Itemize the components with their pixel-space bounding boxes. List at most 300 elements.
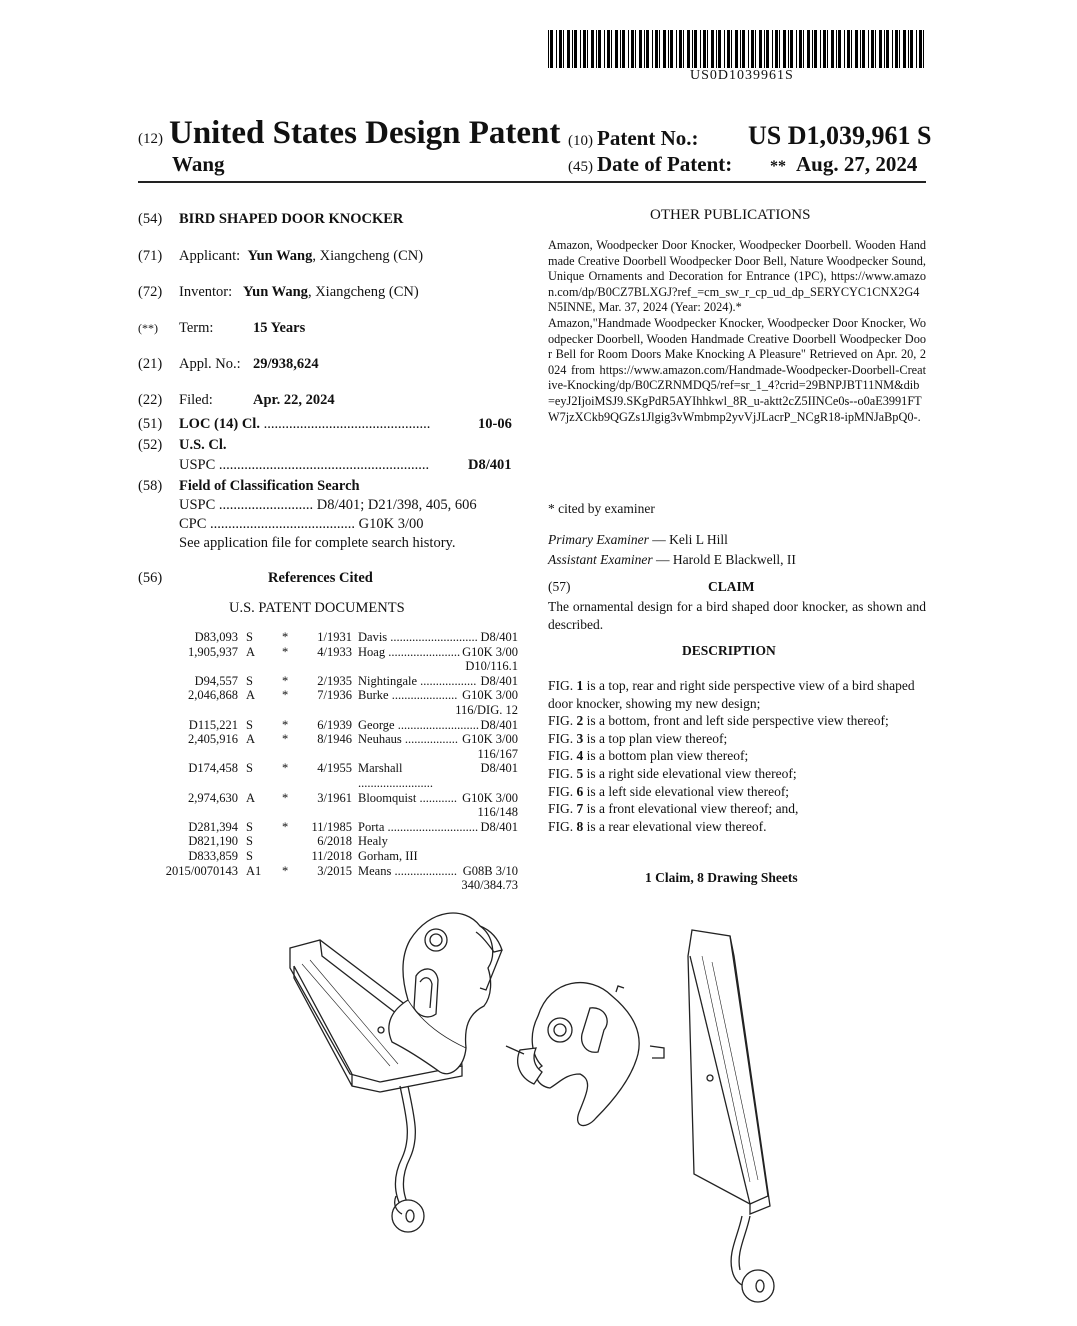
barcode-bar (548, 30, 549, 68)
figure-description (548, 677, 926, 712)
barcode-bar (783, 30, 786, 68)
filed-label: Filed: (179, 392, 213, 408)
reference-number: D833,859 (188, 848, 238, 863)
barcode-bar (694, 30, 697, 68)
figure-description (548, 783, 926, 801)
reference-name-cell (358, 834, 518, 849)
claim-text: The ornamental design for a bird shaped door knocker, as shown and described. (548, 599, 926, 632)
barcode-bar (844, 30, 845, 68)
barcode-bar (559, 30, 562, 68)
reference-name-cell (358, 864, 463, 879)
barcode-bar (919, 30, 922, 68)
reference-class-continued: 116/DIG. 12 (455, 702, 518, 717)
code-45: (45) (568, 159, 593, 175)
barcode-bar (635, 30, 636, 68)
applicant-location: , Xiangcheng (CN) (312, 248, 424, 264)
barcode-bar (683, 30, 684, 68)
reference-name: George (358, 717, 395, 732)
applicant-field (179, 247, 423, 265)
reference-name-cell (358, 674, 481, 689)
figure-number: 5 (576, 765, 584, 781)
figure-number: 1 (576, 678, 584, 693)
figure-prefix: FIG. (548, 748, 577, 764)
reference-cited-mark: * (282, 688, 289, 703)
code-57: (57) (548, 579, 571, 594)
figure-description (548, 747, 926, 765)
patent-no-label (568, 126, 698, 151)
barcode-bar (847, 30, 850, 68)
code-22: (22) (138, 392, 163, 408)
barcode-bar (899, 30, 900, 68)
reference-name-cell (358, 630, 481, 645)
publication-1: Amazon, Woodpecker Door Knocker, Woodpecker Doorbell. Wooden Handmade Creative Doorbell Woodpecker Door Bell, Nature Woodpecker Sound, Unique Ornaments and Decoration for Entrance (1PC), https://www.amazon.com/dp/B0CZ7BLXGJ?ref_=cm_sw_r_cp_ud_dp_SERYCYC1CNX2G4N5INNE, Mar. 37, 2024 (Year: 2024).* (548, 238, 926, 315)
reference-class: G10K 3/00 (462, 644, 518, 659)
barcode-bar (748, 30, 749, 68)
reference-name: Neuhaus (358, 732, 402, 747)
reference-cited-mark: * (282, 819, 289, 834)
barcode-bar (591, 30, 594, 68)
barcode-bar (910, 30, 913, 68)
reference-class: G10K 3/00 (462, 732, 518, 747)
barcode-bar (550, 30, 553, 68)
barcode-bar (855, 30, 858, 68)
reference-name: Marshall (358, 761, 403, 776)
barcode (548, 30, 928, 68)
barcode-bar (567, 30, 570, 68)
barcode-bar (639, 30, 642, 68)
barcode-bar (628, 30, 629, 68)
figure-prefix: FIG. (548, 730, 577, 746)
barcode-bar (879, 30, 882, 68)
reference-number: 2,046,868 (188, 688, 238, 703)
us-class-label: U.S. Cl. (179, 437, 227, 453)
reference-name-cell (358, 791, 462, 806)
reference-name-cell (358, 718, 481, 733)
reference-row (140, 820, 518, 835)
figure-text: is a right side elevational view thereof; (583, 765, 797, 781)
inventor-label: Inventor: (179, 284, 233, 300)
barcode-bar (663, 30, 666, 68)
figure-prefix: FIG. (548, 783, 577, 799)
reference-class: D8/401 (480, 630, 518, 644)
reference-class: D8/401 (480, 761, 518, 776)
reference-cited-mark: * (282, 644, 289, 659)
barcode-bar (692, 30, 693, 68)
reference-number: 1,905,937 (188, 644, 238, 659)
reference-kind: A (246, 688, 256, 703)
reference-dots: ............................. (384, 819, 479, 834)
reference-cited-mark: * (282, 732, 289, 747)
figure-prefix: FIG. (548, 818, 577, 834)
reference-number: 2,974,630 (188, 790, 238, 805)
other-publications (548, 238, 926, 425)
reference-date: 11/2018 (311, 848, 352, 863)
reference-date: 6/1939 (317, 717, 352, 732)
reference-name: Bloomquist (358, 790, 417, 805)
primary-examiner-name: — Keli L Hill (648, 532, 728, 547)
figure-text: is a rear elevational view thereof. (583, 818, 767, 834)
reference-name: Means (358, 863, 392, 878)
reference-class-continued: 340/384.73 (461, 878, 518, 893)
reference-dots: ..................... (388, 688, 458, 703)
barcode-bar (775, 30, 778, 68)
code-71: (71) (138, 248, 163, 264)
barcode-bar (646, 30, 649, 68)
barcode-bar (895, 30, 898, 68)
barcode-bar (759, 30, 762, 68)
barcode-bar (814, 30, 817, 68)
barcode-bar (892, 30, 893, 68)
reference-name: Davis (358, 630, 388, 644)
barcode-bar (740, 30, 741, 68)
barcode-bar (871, 30, 874, 68)
uspc-label: USPC (179, 457, 216, 473)
reference-kind: S (246, 761, 253, 776)
barcode-bar (611, 30, 612, 68)
cited-by-examiner: * cited by examiner (548, 501, 655, 516)
reference-kind: S (246, 673, 253, 688)
reference-dots: .......................... (394, 717, 479, 732)
reference-cited-mark: * (282, 761, 289, 776)
barcode-bar (670, 30, 673, 68)
date-label-text: Date of Patent: (597, 152, 733, 176)
barcode-bar (572, 30, 573, 68)
loc-dots: .............................................. (259, 416, 431, 432)
barcode-bar (755, 30, 756, 68)
header-rule (138, 181, 926, 183)
figure-description (548, 712, 926, 730)
code-58: (58) (138, 478, 163, 494)
barcode-bar (607, 30, 610, 68)
reference-name-cell (358, 688, 462, 703)
reference-row (140, 834, 518, 849)
reference-name-cell (358, 732, 462, 747)
reference-row (140, 791, 518, 806)
title-field: BIRD SHAPED DOOR KNOCKER (179, 211, 404, 227)
reference-class: G08B 3/10 (462, 863, 518, 878)
reference-date: 3/1961 (317, 790, 352, 805)
reference-number: D281,394 (188, 819, 238, 834)
reference-row (140, 761, 518, 790)
code-21: (21) (138, 356, 163, 372)
barcode-bar (707, 30, 708, 68)
applicant-name: Yun Wang (247, 248, 313, 264)
figure-description (548, 800, 926, 818)
figure-number: 4 (576, 748, 584, 764)
barcode-bar (884, 30, 885, 68)
barcode-bar (598, 30, 601, 68)
barcode-bar (807, 30, 810, 68)
document-title (138, 115, 560, 152)
barcode-bar (724, 30, 725, 68)
reference-name: Porta (358, 819, 385, 834)
reference-row (140, 630, 518, 645)
reference-number: D821,190 (188, 834, 238, 849)
reference-cited-mark: * (282, 673, 289, 688)
barcode-bar (718, 30, 721, 68)
document-title-text: United States Design Patent (169, 115, 561, 151)
barcode-bar (659, 30, 660, 68)
barcode-bar (700, 30, 701, 68)
applicant-label: Applicant: (179, 248, 241, 264)
claim-heading: CLAIM (708, 579, 755, 594)
barcode-bar (799, 30, 802, 68)
barcode-bar (716, 30, 717, 68)
figure-text: is a left side elevational view thereof; (583, 783, 790, 799)
publication-2: Amazon,"Handmade Woodpecker Knocker, Woodpecker Door Knocker, Woodpecker Doorbell, Wooden Handmade Creative Doorbell Woodpecker Door Bell for Room Doors Make Knocking A Pleasure" Retrieved on Apr. 20, 2024 from https://www.amazon.com/Handmade-Woodpecker-Doorbell-Creative-Knocking/dp/B0CZRNMDQ5/ref=sr_1_4?crid=29BNPJBT11NM&dib=eyJ2IjoiMSJ9.SKgPdR5AYIhhkwl_8R_u-aktt2cZ5IINCe0s--o0aE3991FTW7jzXCkb9QGZs1Jlgig3vWmbmp2yvVjJLacrP_NCgR18-ipMNJaBpQ0-. (548, 315, 926, 424)
appl-number: 29/938,624 (253, 356, 319, 372)
reference-class: D8/401 (480, 819, 518, 834)
barcode-bar (851, 30, 852, 68)
appl-label: Appl. No.: (179, 356, 241, 372)
figure-text: is a bottom plan view thereof; (583, 748, 749, 764)
barcode-bar (790, 30, 793, 68)
reference-row (140, 674, 518, 689)
barcode-bar (812, 30, 813, 68)
barcode-bar (679, 30, 682, 68)
reference-row (140, 732, 518, 747)
reference-name-cell (358, 849, 518, 864)
barcode-bar (711, 30, 714, 68)
date-label (568, 152, 732, 177)
figure-prefix: FIG. (548, 801, 577, 817)
reference-row (140, 688, 518, 703)
figure-number: 2 (576, 713, 584, 729)
reference-row (140, 718, 518, 733)
barcode-bar (916, 30, 917, 68)
code-52: (52) (138, 437, 163, 453)
barcode-bar (655, 30, 658, 68)
reference-dots: ................. (401, 732, 458, 747)
reference-name-cell (358, 820, 481, 835)
figure-text: is a front elevational view thereof; and, (583, 801, 799, 817)
figure-descriptions (548, 677, 926, 835)
reference-class: G10K 3/00 (462, 688, 518, 703)
barcode-bar (604, 30, 605, 68)
barcode-bar (735, 30, 738, 68)
figure-text: is a bottom, front and left side perspective view thereof; (583, 713, 889, 729)
barcode-bar (622, 30, 625, 68)
reference-date: 6/2018 (317, 834, 352, 849)
reference-class-continued: D10/116.1 (465, 659, 518, 674)
barcode-bar (676, 30, 677, 68)
code-12: (12) (138, 131, 163, 147)
code-term: (**) (138, 321, 158, 335)
figure-number: 7 (576, 801, 584, 817)
barcode-bar (703, 30, 706, 68)
reference-date: 3/2015 (317, 863, 352, 878)
reference-cited-mark: * (282, 717, 289, 732)
barcode-bar (620, 30, 621, 68)
figure-prefix: FIG. (548, 678, 577, 693)
barcode-bar (772, 30, 773, 68)
reference-class-continued: 116/167 (477, 746, 518, 761)
barcode-bar (574, 30, 577, 68)
figure-left-knocker (290, 913, 502, 1232)
reference-cited-mark: * (282, 790, 289, 805)
inventor-surname: Wang (172, 152, 225, 176)
reference-class: G10K 3/00 (462, 790, 518, 805)
reference-row (140, 645, 518, 660)
reference-name: Healy (358, 834, 388, 849)
reference-date: 4/1933 (317, 644, 352, 659)
references-header (0, 569, 540, 619)
figure-text: is a top, rear and right side perspective view of a bird shaped door knocker, showing my new design; (548, 678, 915, 711)
uspc-line (179, 456, 429, 474)
barcode-number: US0D1039961S (690, 68, 794, 83)
barcode-bar (583, 30, 586, 68)
uspc-value: D8/401 (468, 457, 512, 473)
barcode-bar (923, 30, 924, 68)
us-patent-docs-label: U.S. PATENT DOCUMENTS (229, 600, 405, 616)
claims-sheets: 1 Claim, 8 Drawing Sheets (645, 870, 798, 885)
reference-number: 2,405,916 (188, 732, 238, 747)
loc-value: 10-06 (478, 416, 512, 432)
reference-kind: S (246, 848, 253, 863)
figure-prefix: FIG. (548, 713, 577, 729)
barcode-bar (823, 30, 826, 68)
assistant-examiner-name: — Harold E Blackwell, II (652, 552, 796, 567)
figure-right-knocker (506, 930, 774, 1302)
reference-number: D115,221 (188, 717, 238, 732)
field-search-label: Field of Classification Search (179, 478, 360, 494)
reference-kind: A (246, 644, 256, 659)
barcode-bar (687, 30, 690, 68)
patent-date-text: Aug. 27, 2024 (796, 152, 918, 176)
barcode-bar (831, 30, 834, 68)
figure-description (548, 730, 926, 748)
figure-prefix: FIG. (548, 765, 577, 781)
reference-class: D8/401 (480, 717, 518, 732)
barcode-bar (827, 30, 828, 68)
reference-name-cell (358, 761, 481, 790)
description-heading: DESCRIPTION (682, 643, 776, 658)
figure-number: 6 (576, 783, 584, 799)
code-51: (51) (138, 416, 163, 432)
design-drawing (280, 896, 800, 1321)
reference-name-cell (358, 645, 462, 660)
filed-date: Apr. 22, 2024 (253, 392, 335, 408)
reference-class-continued: 116/148 (477, 805, 518, 820)
barcode-bar (615, 30, 618, 68)
barcode-bar (875, 30, 876, 68)
barcode-bar (860, 30, 861, 68)
barcode-bar (580, 30, 581, 68)
reference-row (140, 849, 518, 864)
barcode-bar (886, 30, 889, 68)
figure-number: 8 (576, 818, 584, 834)
reference-date: 1/1931 (317, 630, 352, 644)
other-publications-label: OTHER PUBLICATIONS (650, 207, 811, 223)
reference-date: 11/1985 (311, 819, 352, 834)
reference-kind: A (246, 790, 256, 805)
barcode-bar (788, 30, 789, 68)
barcode-bar (556, 30, 557, 68)
reference-cited-mark: * (282, 863, 289, 878)
barcode-bar (644, 30, 645, 68)
inventor-name: Yun Wang (243, 284, 308, 300)
barcode-bar (766, 30, 769, 68)
code-72: (72) (138, 284, 163, 300)
reference-name: Nightingale (358, 673, 418, 688)
barcode-bar (836, 30, 837, 68)
patent-date (770, 152, 917, 177)
loc-label: LOC (14) Cl. (179, 416, 260, 432)
reference-cited-mark (282, 849, 296, 864)
reference-date: 4/1955 (317, 761, 352, 776)
inventor-field (179, 283, 419, 301)
uspc-dots: .......................................................... (215, 457, 430, 473)
field-cpc: CPC ........................................ G10K 3/00 (179, 516, 424, 532)
loc-class (179, 415, 430, 433)
barcode-bar (820, 30, 821, 68)
reference-name: Hoag (358, 644, 386, 659)
reference-class: D8/401 (480, 673, 518, 688)
reference-name: Gorham, III (358, 848, 418, 863)
bibliographic-data (0, 210, 540, 570)
primary-examiner (548, 531, 728, 549)
reference-number: D174,458 (188, 761, 238, 776)
code-10: (10) (568, 133, 593, 149)
patent-no-label-text: Patent No.: (597, 126, 699, 150)
references-cited-label: References Cited (268, 570, 373, 586)
barcode-bar (803, 30, 804, 68)
figure-text: is a top plan view thereof; (583, 730, 728, 746)
barcode-bar (779, 30, 780, 68)
barcode-bar (727, 30, 730, 68)
barcode-bar (838, 30, 841, 68)
reference-kind: A1 (246, 863, 262, 878)
term-value: 15 Years (253, 320, 306, 336)
inventor-location: , Xiangcheng (CN) (307, 284, 419, 300)
barcode-bar (652, 30, 653, 68)
reference-dots: .................. (417, 673, 477, 688)
assistant-examiner-label: Assistant Examiner (548, 552, 653, 567)
patent-number: US D1,039,961 S (748, 121, 932, 150)
field-note: See application file for complete search history. (179, 535, 456, 551)
code-56: (56) (138, 570, 163, 586)
figure-description (548, 765, 926, 783)
reference-kind: A (246, 732, 256, 747)
reference-date: 8/1946 (317, 732, 352, 747)
barcode-bar (908, 30, 909, 68)
barcode-bar (796, 30, 797, 68)
reference-date: 7/1936 (317, 688, 352, 703)
field-uspc: USPC .......................... D8/401; D21/398, 405, 606 (179, 497, 477, 513)
code-54: (54) (138, 211, 163, 227)
assistant-examiner (548, 551, 796, 569)
reference-kind: S (246, 717, 253, 732)
reference-kind: S (246, 834, 253, 849)
reference-dots: ........................ (358, 775, 433, 790)
barcode-bar (596, 30, 597, 68)
barcode-bar (587, 30, 588, 68)
references-list (140, 630, 518, 893)
primary-examiner-label: Primary Examiner (548, 532, 649, 547)
barcode-bar (731, 30, 732, 68)
reference-dots: ............................ (387, 630, 478, 644)
date-mark: ** (770, 158, 786, 175)
reference-kind: S (246, 819, 253, 834)
barcode-bar (631, 30, 634, 68)
reference-date: 2/1935 (317, 673, 352, 688)
barcode-bar (862, 30, 865, 68)
figure-number: 3 (576, 730, 584, 746)
barcode-bar (742, 30, 745, 68)
reference-cited-mark (282, 834, 296, 849)
reference-name: Burke (358, 688, 389, 703)
barcode-bar (751, 30, 754, 68)
